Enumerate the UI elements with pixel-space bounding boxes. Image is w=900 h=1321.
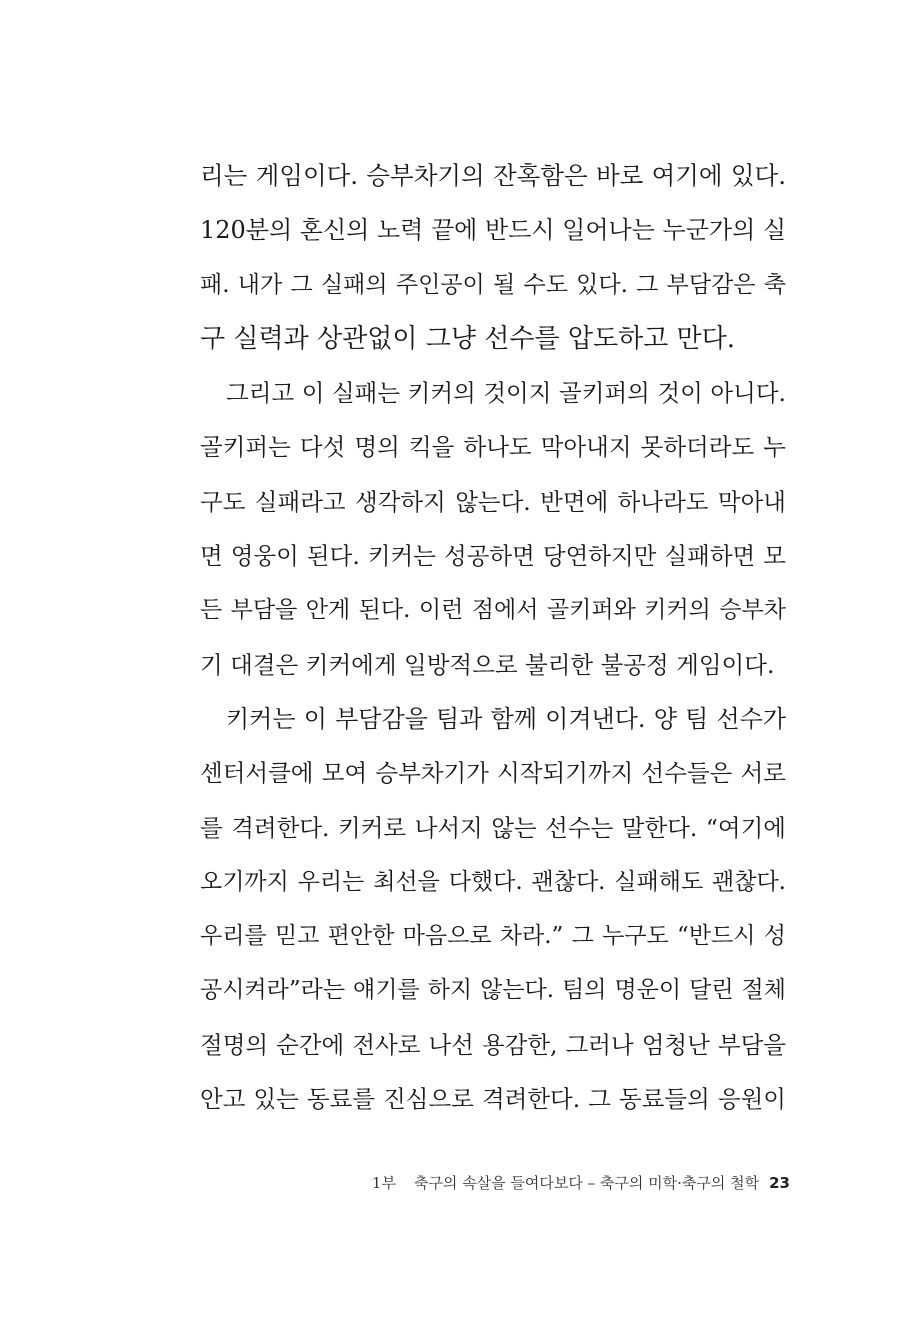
text-line: 패. 내가 그 실패의 주인공이 될 수도 있다. 그 부담감은 축 (200, 271, 786, 298)
text-line: 오기까지 우리는 최선을 다했다. 괜찮다. 실패해도 괜찮다. (200, 868, 786, 895)
text-line: 구 실력과 상관없이 그냥 선수를 압도하고 만다. (200, 323, 736, 354)
text-line: 120분의 혼신의 노력 끝에 반드시 일어나는 누군가의 실 (200, 216, 787, 245)
footer-chapter-title: 축구의 속살을 들여다보다 – 축구의 미학·축구의 철학 (413, 1174, 760, 1192)
running-footer (310, 1172, 790, 1196)
text-line: 구도 실패라고 생각하지 않는다. 반면에 하나라도 막아내 (200, 487, 786, 516)
text-line: 그리고 이 실패는 키커의 것이지 골키퍼의 것이 아니다. (226, 379, 786, 408)
footer-part-label: 1부 (371, 1174, 396, 1192)
text-line: 공시켜라”라는 얘기를 하지 않는다. 팀의 명운이 달린 절체 (200, 977, 786, 1004)
text-line: 안고 있는 동료를 진심으로 격려한다. 그 동료들의 응원이 (200, 1085, 786, 1114)
text-line: 면 영웅이 된다. 키커는 성공하면 당연하지만 실패하면 모 (200, 542, 786, 571)
text-line: 센터서클에 모여 승부차기가 시작되기까지 선수들은 서로 (200, 759, 786, 788)
text-line: 리는 게임이다. 승부차기의 잔혹함은 바로 여기에 있다. (200, 161, 786, 190)
text-line: 골키퍼는 다섯 명의 킥을 하나도 막아내지 못하더라도 누 (200, 433, 786, 462)
text-line: 우리를 믿고 편안한 마음으로 차라.” 그 누구도 “반드시 성 (200, 923, 786, 950)
text-line: 절명의 순간에 전사로 나선 용감한, 그러나 엄청난 부담을 (200, 1030, 786, 1059)
text-line: 를 격려한다. 키커로 나서지 않는 선수는 말한다. “여기에 (200, 813, 786, 842)
text-line: 기 대결은 키커에게 일방적으로 불리한 불공정 게임이다. (200, 650, 775, 679)
text-line: 든 부담을 안게 된다. 이런 점에서 골키퍼와 키커의 승부차 (200, 597, 786, 624)
text-line: 키커는 이 부담감을 팀과 함께 이겨낸다. 양 팀 선수가 (226, 704, 786, 733)
body-text (200, 149, 786, 1126)
page-number: 23 (769, 1174, 790, 1192)
